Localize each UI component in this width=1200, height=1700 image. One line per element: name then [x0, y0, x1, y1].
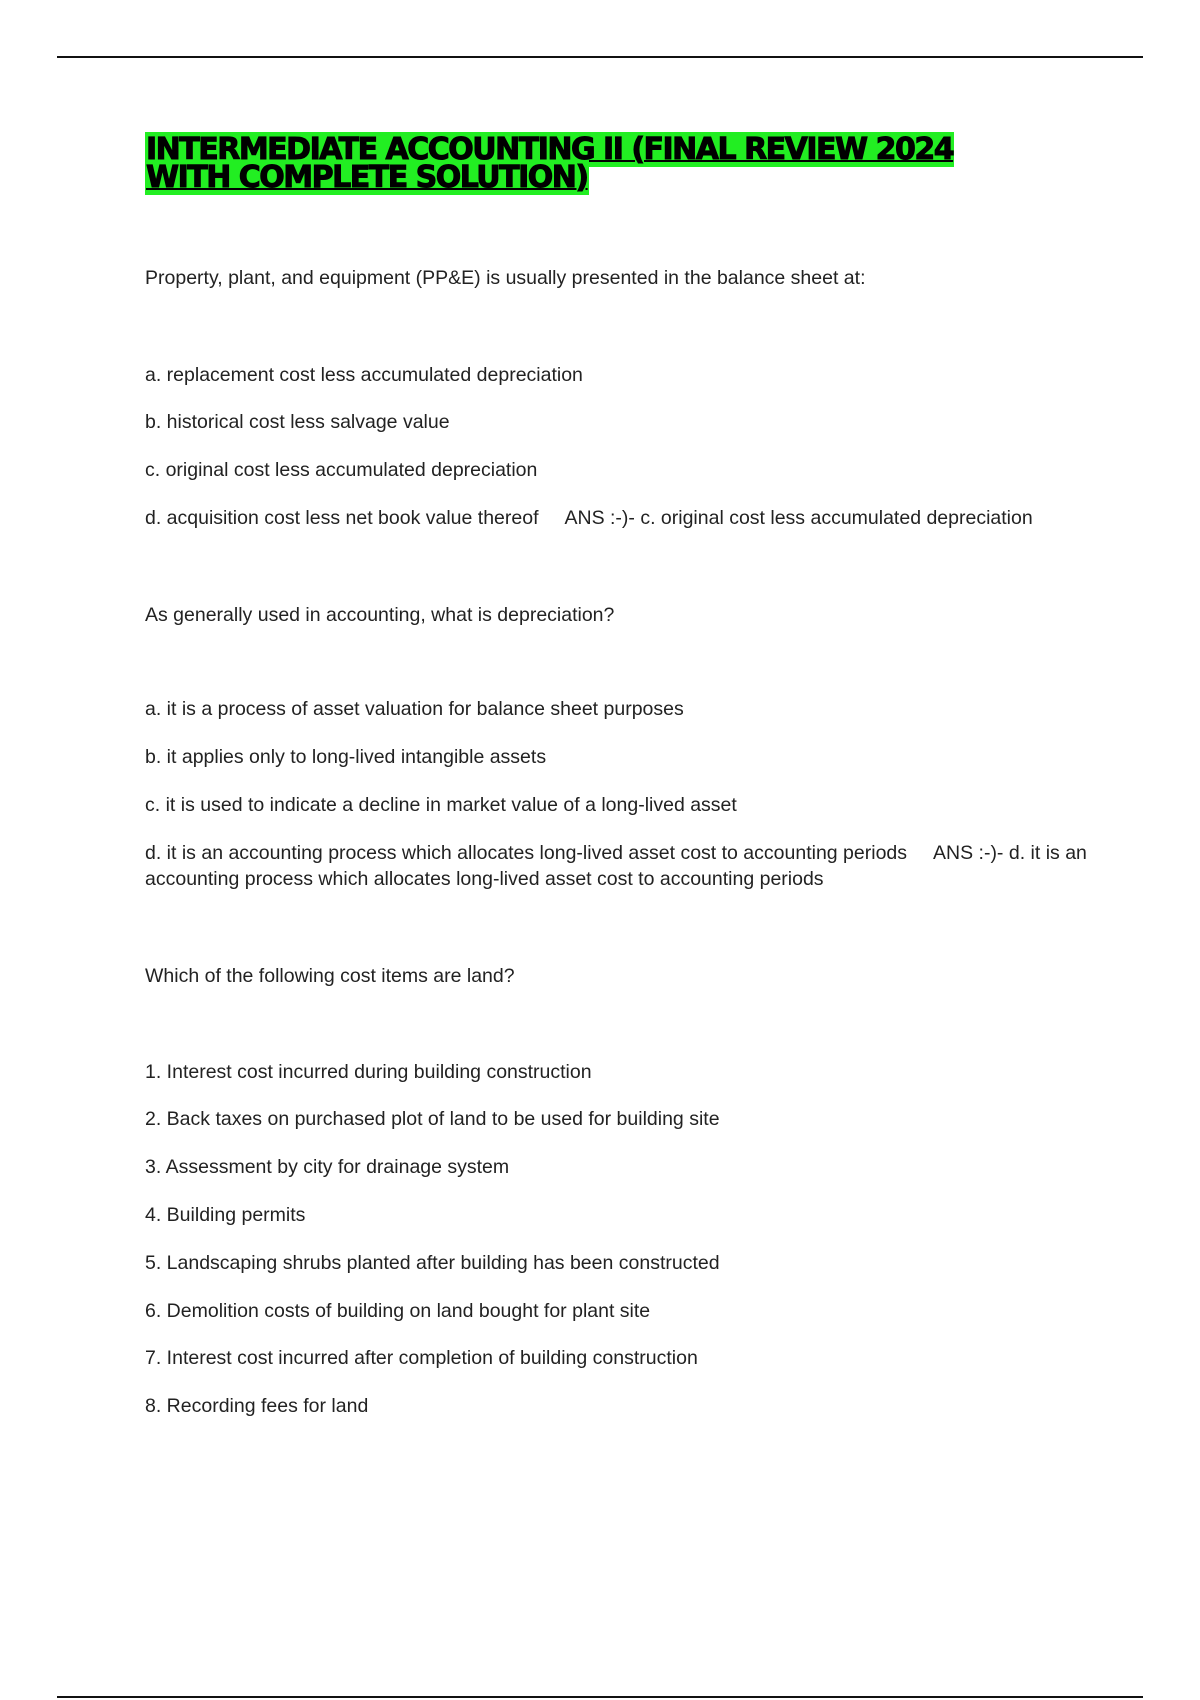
q1-answer: ANS :-)- c. original cost less accumulated depreciation [564, 507, 1033, 529]
q2-option-b: b. it applies only to long-lived intangible assets [145, 746, 547, 768]
header-rule [57, 56, 1143, 58]
q2-answer: ANS :-)- d. it is an accounting process which allocates long-lived asset cost to accounting periods [145, 842, 1087, 890]
q3-item-2: 2. Back taxes on purchased plot of land to be used for building site [145, 1108, 720, 1130]
q2-option-c: c. it is used to indicate a decline in market value of a long-lived asset [145, 794, 737, 816]
question-2: As generally used in accounting, what is depreciation? [145, 604, 615, 626]
q3-item-8: 8. Recording fees for land [145, 1395, 369, 1417]
document-body [145, 132, 1090, 1419]
title-line-1: INTERMEDIATE ACCOUNTING II (FINAL REVIEW 2024 [146, 132, 954, 167]
title-line-2: WITH COMPLETE SOLUTION) [146, 160, 588, 195]
q3-item-4: 4. Building permits [145, 1204, 306, 1226]
title-highlight [145, 132, 954, 195]
q3-item-6: 6. Demolition costs of building on land bought for plant site [145, 1300, 651, 1322]
document-title [145, 132, 1090, 195]
question-3: Which of the following cost items are land? [145, 965, 515, 987]
q1-option-b: b. historical cost less salvage value [145, 411, 450, 433]
q1-option-d-text: d. acquisition cost less net book value thereof [145, 507, 539, 529]
q2-option-d-text: d. it is an accounting process which allocates long-lived asset cost to accounting periods [145, 842, 908, 864]
q3-item-5: 5. Landscaping shrubs planted after building has been constructed [145, 1252, 720, 1274]
question-1: Property, plant, and equipment (PP&E) is usually presented in the balance sheet at: [145, 267, 866, 289]
q1-option-d [145, 505, 1090, 531]
q3-item-7: 7. Interest cost incurred after completion of building construction [145, 1347, 698, 1369]
q3-item-3: 3. Assessment by city for drainage system [145, 1156, 510, 1178]
q2-option-d [145, 840, 1090, 892]
q2-option-a: a. it is a process of asset valuation for balance sheet purposes [145, 698, 684, 720]
footer-rule [57, 1696, 1143, 1698]
q3-item-1: 1. Interest cost incurred during building construction [145, 1061, 592, 1083]
q1-option-c: c. original cost less accumulated depreciation [145, 459, 538, 481]
q1-option-a: a. replacement cost less accumulated depreciation [145, 364, 583, 386]
